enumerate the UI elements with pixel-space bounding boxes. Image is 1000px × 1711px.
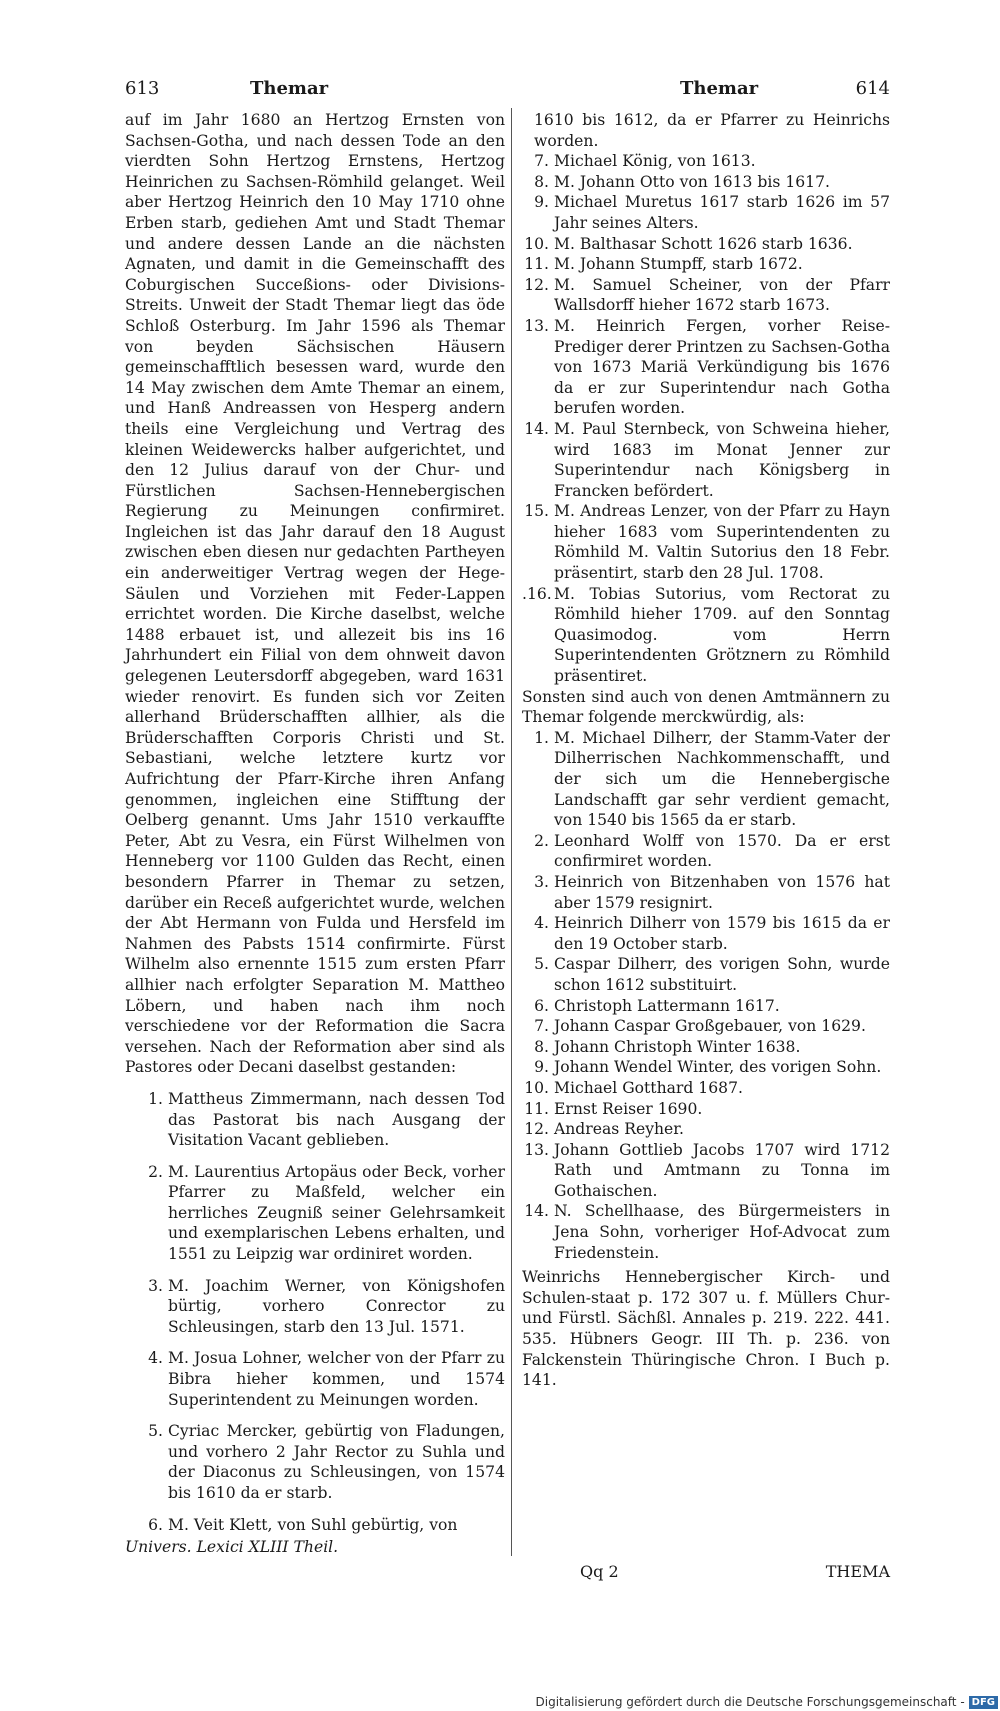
item-text: Johann Caspar Großgebauer, von 1629. xyxy=(554,1017,866,1036)
list-item xyxy=(522,1078,890,1099)
list-item xyxy=(522,1140,890,1202)
digitization-note: Digitalisierung gefördert durch die Deutsche Forschungsgemeinschaft - xyxy=(535,1695,965,1709)
item-text: Caspar Dilherr, des vorigen Sohn, wurde schon 1612 substituirt. xyxy=(554,955,890,994)
entry-paragraph: auf im Jahr 1680 an Hertzog Ernsten von Sachsen-Gotha, und nach dessen Tode an den vierdten Sohn Hertzog Ernstens, Hertzog Heinrichen zu Sachsen-Römhild gelanget. Weil aber Hertzog Heinrich den 10 May 1710 ohne Erben starb, gediehen Amt und Stadt Themar und andere dessen Lande an die nächsten Agnaten, und damit in die Gemeinschafft des Coburgischen Succeßions- oder Divisions-Streits. Unweit der Stadt Themar liegt das öde Schloß Osterburg. Im Jahr 1596 als Themar von beyden Sächsischen Häusern gemeinschafftlich besessen ward, wurde den 14 May zwischen dem Amte Themar an einem, und Hanß Andreassen von Hesperg andern theils eine Vergleichung und Vertrag des kleinen Weidewercks halber aufgerichtet, und den 12 Julius darauf von der Chur- und Fürstlichen Sachsen-Hennebergischen Regierung zu Meinungen confirmiret. Ingleichen ist das Jahr darauf den 18 August zwischen eben diesen nur gedachten Partheyen ein anderweitiger Vertrag wegen der Hege-Säulen und Vorziehen mit Feder-Lappen errichtet worden. Die Kirche daselbst, welche 1488 erbauet ist, und allezeit bis ins 16 Jahrhundert ein Filial von dem ohnweit davon gelegenen Leutersdorff abgegeben, ward 1631 wieder renovirt. Es funden sich vor Zeiten allerhand Brüderschafften allhier, als die Brüderschafften Corporis Christi und St. Sebastiani, welche letztere kurtz vor Aufrichtung der Pfarr-Kirche ihren Anfang genommen, ingleichen eine Stifftung der Oelberg genannt. Ums Jahr 1510 verkauffte Peter, Abt zu Vesra, ein Fürst Wilhelmen von Henneberg vor 1100 Gulden das Recht, einen besondern Pfarrer in Themar zu setzen, darüber ein Receß aufgerichtet wurde, welchen der Abt Hermann von Fulda und Hersfeld im Nahmen des Pabsts 1514 confirmirte. Fürst Wilhelm also ernennte 1515 zum ersten Pfarr allhier nach erfolgter Separation M. Mattheo Löbern, und haben nach ihm noch verschiedene vor der Reformation die Sacra versehen. Nach der Reformation aber sind als Pastores oder Decani daselbst gestanden: xyxy=(125,111,505,1077)
item-number: 11. xyxy=(524,255,549,274)
list-item xyxy=(522,728,890,831)
item-number: 5. xyxy=(534,955,549,974)
item-number: 13. xyxy=(524,1140,549,1159)
list-item xyxy=(522,1016,890,1037)
continuation-text: 1610 bis 1612, da er Pfarrer zu Heinrichs worden. xyxy=(534,111,890,150)
signature-mark: Qq 2 xyxy=(580,1562,619,1581)
item-text: M. Johann Otto von 1613 bis 1617. xyxy=(554,172,830,191)
list-item xyxy=(522,254,890,275)
item-number: 4. xyxy=(148,1349,163,1368)
item-text: M. Andreas Lenzer, von der Pfarr zu Hayn hieher 1683 vom Superintendenten zu Römhild M. Valtin Sutorius den 18 Febr. präsentirt, starb den 28 Jul. 1708. xyxy=(554,502,890,583)
item-number: 2. xyxy=(148,1162,163,1181)
item-text: M. Laurentius Artopäus oder Beck, vorher Pfarrer zu Maßfeld, welcher ein herrliches Zeugniß seiner Gelehrsamkeit und exemplarischen Lebens erhalten, und 1551 zu Leipzig war ordiniret worden. xyxy=(168,1162,505,1264)
item-number: 10. xyxy=(524,234,549,253)
item-text: Andreas Reyher. xyxy=(554,1120,684,1139)
list-item xyxy=(125,1515,505,1536)
left-column xyxy=(125,110,505,1558)
list-item xyxy=(522,275,890,316)
item-text: Cyriac Mercker, gebürtig von Fladungen, und vorhero 2 Jahr Rector zu Suhla und der Diaconus zu Schleusingen, von 1574 bis 1610 da er starb. xyxy=(168,1422,505,1502)
list-item xyxy=(522,1201,890,1263)
item-number: 12. xyxy=(524,275,549,294)
item-text: Johann Gottlieb Jacobs 1707 wird 1712 Rath und Amtmann zu Tonna im Gothaischen. xyxy=(554,1140,890,1200)
list-item xyxy=(125,1348,505,1410)
item-number: 8. xyxy=(534,172,549,191)
list-item xyxy=(522,1119,890,1140)
item-text: M. Michael Dilherr, der Stamm-Vater der Dilherrischen Nachkommenschafft, und der sich um die Hennebergische Landschafft gar sehr verdient gemacht, von 1540 bis 1565 da er starb. xyxy=(554,728,890,830)
item-text: N. Schellhaase, des Bürgermeisters in Jena Sohn, vorheriger Hof-Advocat zum Friedenstein. xyxy=(554,1202,890,1262)
item-text: Leonhard Wolff von 1570. Da er erst confirmiret worden. xyxy=(554,831,890,871)
digitization-credit xyxy=(536,1695,999,1709)
item-text: M. Samuel Scheiner, von der Pfarr Wallsdorff hieher 1672 starb 1673. xyxy=(554,275,890,315)
list-item xyxy=(125,1162,505,1265)
item-text: Mattheus Zimmermann, nach dessen Tod das Pastorat bis nach Ausgang der Visitation Vacant geblieben. xyxy=(168,1089,505,1150)
item-number: 6. xyxy=(148,1515,163,1534)
pastor-list xyxy=(125,1089,505,1535)
catchword: THEMA xyxy=(825,1562,890,1581)
item-number: 14. xyxy=(524,419,549,438)
page-number-left: 613 xyxy=(125,78,160,99)
list-item xyxy=(522,872,890,913)
item-number: 1. xyxy=(148,1089,163,1108)
list-item xyxy=(522,151,890,172)
page-number-right: 614 xyxy=(855,78,890,99)
list-item xyxy=(522,584,890,687)
list-item xyxy=(522,501,890,583)
item-text: Johann Wendel Winter, des vorigen Sohn. xyxy=(554,1058,882,1077)
list-item xyxy=(522,192,890,233)
item-number: 15. xyxy=(524,502,549,521)
item-number: 4. xyxy=(534,914,549,933)
list-item xyxy=(125,1421,505,1503)
item-text: M. Heinrich Fergen, vorher Reise-Prediger derer Printzen zu Sachsen-Gotha von 1673 Mariä Verkündigung bis 1676 da er zur Superintendur nach Gotha berufen worden. xyxy=(554,316,890,418)
item-number: 3. xyxy=(148,1276,163,1295)
item-number: 7. xyxy=(534,152,549,171)
item-number: 9. xyxy=(534,1058,549,1077)
list-item xyxy=(125,1276,505,1338)
item-text: M. Paul Sternbeck, von Schweina hieher, wird 1683 im Monat Jenner zur Superintendur nach Königsberg in Francken befördert. xyxy=(554,419,890,500)
item-number: 2. xyxy=(534,831,549,850)
page-footer xyxy=(125,1562,890,1586)
item-number: 3. xyxy=(534,872,549,891)
list-item xyxy=(522,831,890,872)
volume-signature: Univers. Lexici XLIII Theil. xyxy=(125,1538,339,1557)
item-number: .16. xyxy=(522,584,552,603)
item-number: 10. xyxy=(524,1078,549,1097)
headword-left: Themar xyxy=(250,78,329,99)
list-item xyxy=(522,419,890,501)
pastor-list-continued xyxy=(522,151,890,686)
item-number: 11. xyxy=(524,1099,549,1118)
item-number: 6. xyxy=(534,996,549,1015)
item-number: 5. xyxy=(148,1422,163,1441)
column-divider xyxy=(511,108,512,1556)
item-text: Michael König, von 1613. xyxy=(554,152,756,171)
item-text: M. Balthasar Schott 1626 starb 1636. xyxy=(554,234,853,253)
item-number: 1. xyxy=(534,728,549,747)
list-item xyxy=(522,996,890,1017)
item-text: Michael Muretus 1617 starb 1626 im 57 Jahr seines Alters. xyxy=(554,193,890,232)
dfg-logo: DFG xyxy=(969,1696,998,1709)
item-text: Christoph Lattermann 1617. xyxy=(554,996,780,1015)
right-column xyxy=(522,110,890,1391)
list-item xyxy=(522,316,890,419)
list-item xyxy=(125,1089,505,1151)
item-number: 7. xyxy=(534,1017,549,1036)
list-item xyxy=(522,1037,890,1058)
officials-list xyxy=(522,728,890,1263)
item-text: M. Joachim Werner, von Königshofen bürtig, vorhero Conrector zu Schleusingen, starb den 13 Jul. 1571. xyxy=(168,1276,505,1336)
list-item xyxy=(522,1099,890,1120)
list-item xyxy=(522,234,890,255)
item-number: 9. xyxy=(534,193,549,212)
item-text: Heinrich von Bitzenhaben von 1576 hat aber 1579 resignirt. xyxy=(554,872,890,912)
list-item xyxy=(522,954,890,995)
item-number: 14. xyxy=(524,1202,549,1221)
item-text: M. Josua Lohner, welcher von der Pfarr zu Bibra hieher kommen, und 1574 Superintendent zu Meinungen worden. xyxy=(168,1349,505,1409)
item-text: Heinrich Dilherr von 1579 bis 1615 da er den 19 October starb. xyxy=(554,914,890,953)
list-item xyxy=(522,1057,890,1078)
item-text: Ernst Reiser 1690. xyxy=(554,1099,703,1118)
item-text: M. Veit Klett, von Suhl gebürtig, von xyxy=(168,1515,458,1534)
item-text: M. Johann Stumpff, starb 1672. xyxy=(554,255,803,274)
source-references: Weinrichs Hennebergischer Kirch- und Schulen-staat p. 172 307 u. f. Müllers Chur- und Fürstl. Sächßl. Annales p. 219. 222. 441. 535. Hübners Geogr. III Th. p. 236. von Falckenstein Thüringische Chron. I Buch p. 141. xyxy=(522,1268,890,1390)
item-number: 8. xyxy=(534,1037,549,1056)
headword-right: Themar xyxy=(680,78,759,99)
list-item xyxy=(522,172,890,193)
item-number: 13. xyxy=(524,316,549,335)
item-number: 12. xyxy=(524,1120,549,1139)
item-text: Johann Christoph Winter 1638. xyxy=(554,1037,801,1056)
officials-intro: Sonsten sind auch von denen Amtmännern zu Themar folgende merckwürdig, als: xyxy=(522,687,890,727)
item-text: Michael Gotthard 1687. xyxy=(554,1078,743,1097)
list-item xyxy=(522,913,890,954)
item-text: M. Tobias Sutorius, vom Rectorat zu Römhild hieher 1709. auf den Sonntag Quasimodog. vom Herrn Superintendenten Grötznern zu Römhild präsentiret. xyxy=(554,584,890,686)
page-header xyxy=(125,78,890,108)
